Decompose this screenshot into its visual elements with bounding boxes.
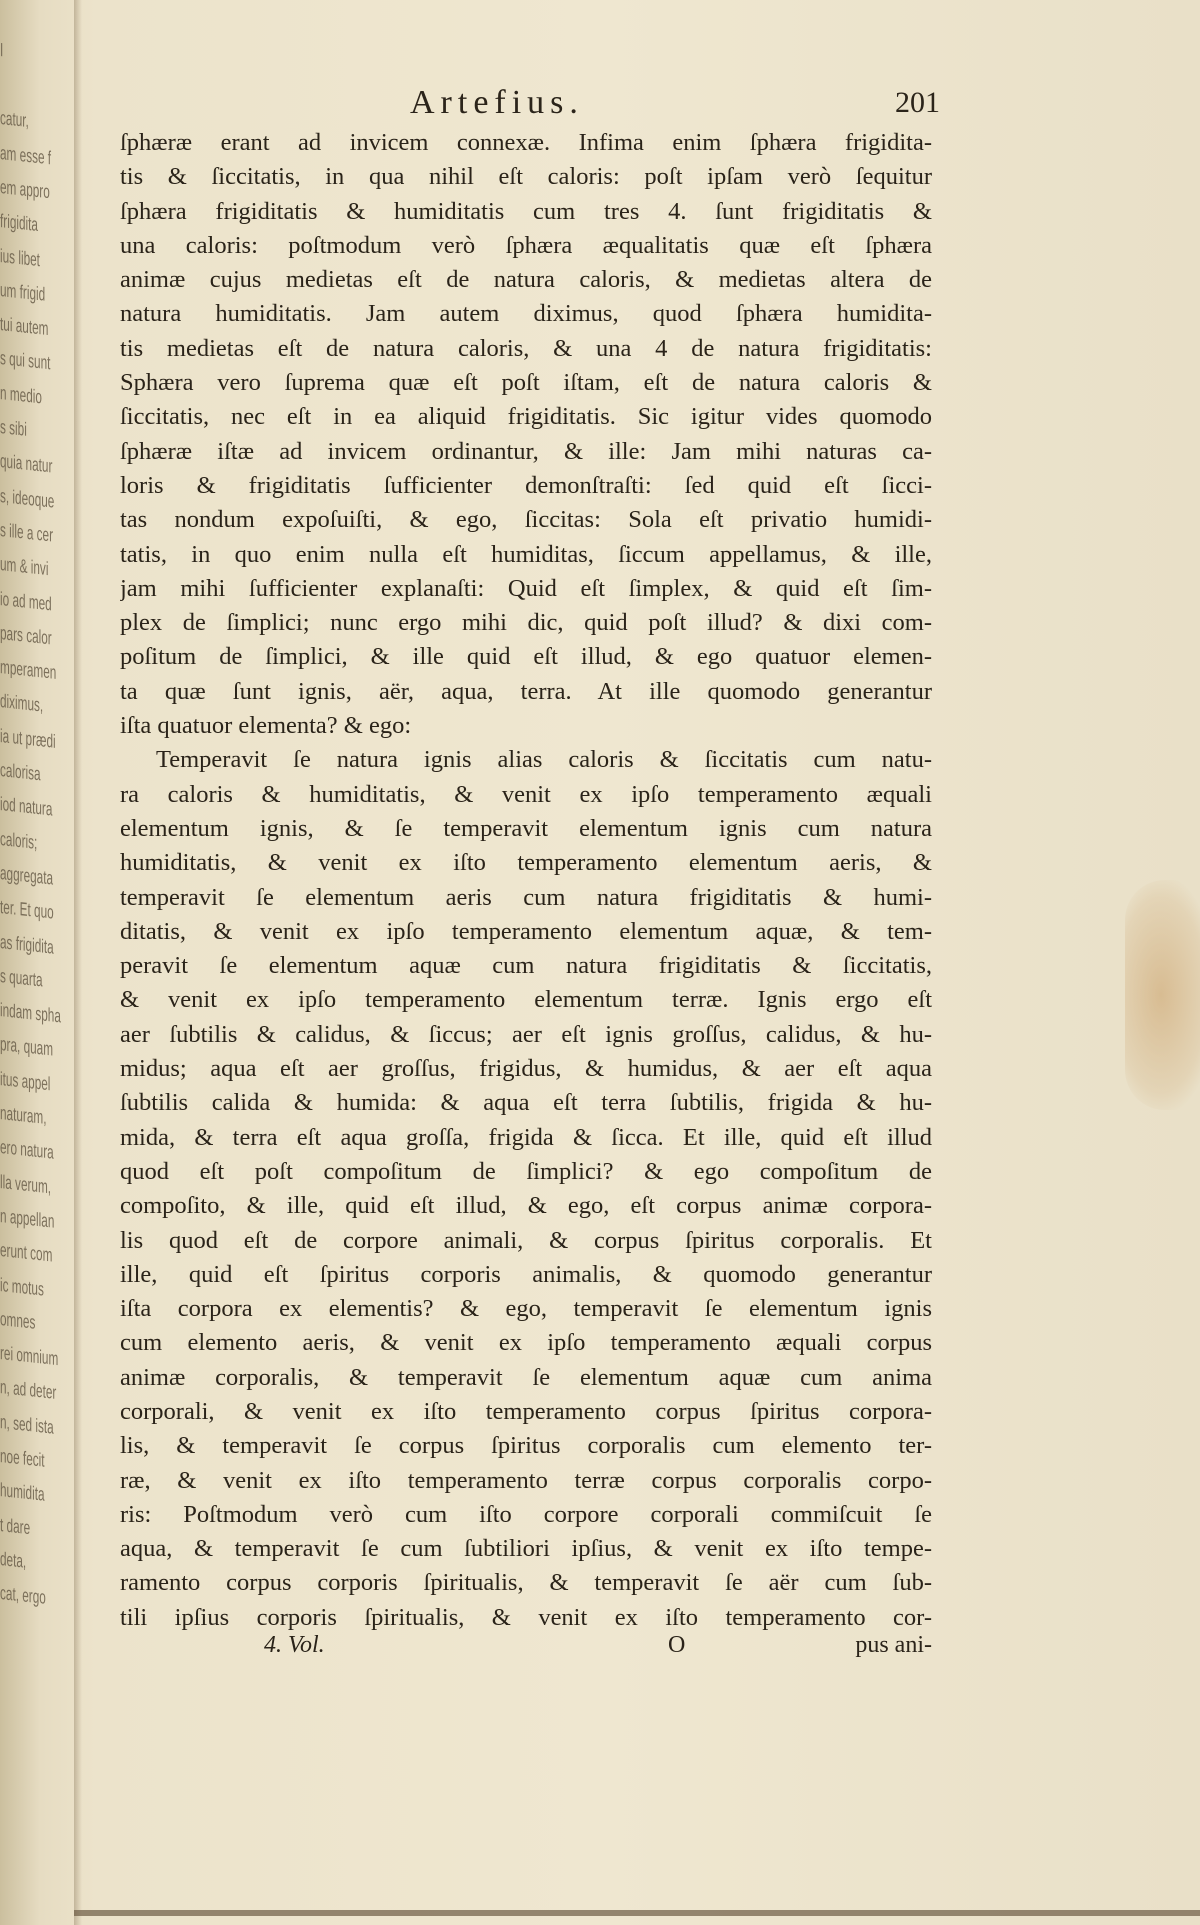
text-line: lis quod eſt de corpore animali, & corpus ſpiritus corporalis. Et bbox=[120, 1226, 932, 1254]
facing-page-fragment: ius libet bbox=[0, 245, 40, 271]
gathering-mark: O bbox=[668, 1632, 686, 1658]
text-line: ſphæræ erant ad invicem connexæ. Infima enim ſphæra frigidita- bbox=[120, 129, 932, 156]
text-line: ditatis, & venit ex ipſo temperamento elementum aquæ, & tem- bbox=[120, 917, 932, 945]
facing-page-fragment: omnes bbox=[0, 1308, 36, 1334]
facing-page-fragment: frigidita bbox=[0, 211, 38, 237]
text-line: midus; aqua eſt aer groſſus, frigidus, & humidus, & aer eſt aqua bbox=[120, 1055, 932, 1083]
text-line: quod eſt poſt compoſitum de ſimplici? & ego compoſitum de bbox=[120, 1157, 932, 1185]
facing-page-fragment: deta, bbox=[0, 1548, 27, 1573]
text-line: ille, quid eſt ſpiritus corporis animalis, & quomodo generantur bbox=[120, 1260, 932, 1288]
text-line: lis, & temperavit ſe corpus ſpiritus corporalis cum elemento ter- bbox=[120, 1432, 932, 1460]
facing-page-fragment: um frigid bbox=[0, 279, 46, 306]
facing-page-fragment: lla verum, bbox=[0, 1171, 52, 1198]
text-line: Sphæra vero ſuprema quæ eſt poſt iſtam, eſt de natura caloris & bbox=[120, 369, 932, 397]
text-line: ta quæ ſunt ignis, aër, aqua, terra. At ille quomodo generantur bbox=[120, 677, 932, 705]
text-line: aqua, & temperavit ſe cum ſubtiliori ipſius, & venit ex iſto tempe- bbox=[120, 1535, 932, 1563]
text-line: mida, & terra eſt aqua groſſa, frigida & ſicca. Et ille, quid eſt illud bbox=[120, 1123, 932, 1151]
facing-page-fragment: tui autem bbox=[0, 314, 49, 341]
facing-page-margin bbox=[0, 40, 80, 1720]
facing-page-fragment: humidita bbox=[0, 1480, 45, 1506]
text-line: Temperavit ſe natura ignis alias caloris & ſiccitatis cum natu- bbox=[156, 746, 932, 774]
facing-page-fragment: n appellan bbox=[0, 1205, 55, 1233]
text-line: temperavit ſe elementum aeris cum natura frigiditatis & humi- bbox=[120, 883, 932, 911]
facing-page-fragment: pars calor bbox=[0, 622, 52, 650]
body-text bbox=[120, 126, 932, 1635]
facing-page-fragment: ic motus bbox=[0, 1274, 44, 1301]
text-line: tas nondum expoſuiſti, & ego, ſiccitas: Sola eſt privatio humidi- bbox=[120, 506, 932, 534]
facing-page-fragment: I bbox=[0, 40, 4, 62]
facing-page-fragment: indam spha bbox=[0, 1000, 61, 1028]
text-line: ſiccitatis, nec eſt in ea aliquid frigiditatis. Sic igitur vides quomodo bbox=[120, 403, 932, 431]
text-line: tatis, in quo enim nulla eſt humiditas, ſiccum appellamus, & ille, bbox=[120, 540, 932, 568]
text-line: compoſito, & ille, quid eſt illud, & ego, eſt corpus animæ corpora- bbox=[120, 1192, 932, 1220]
text-line: iſta quatuor elementa? & ego: bbox=[120, 712, 412, 740]
text-line: ris: Poſtmodum verò cum iſto corpore corporali commiſcuit ſe bbox=[120, 1500, 932, 1528]
facing-page-fragment: cat, ergo bbox=[0, 1583, 46, 1610]
text-line: ſubtilis calida & humida: & aqua eſt terra ſubtilis, frigida & hu- bbox=[120, 1089, 932, 1117]
page-number: 201 bbox=[895, 86, 940, 119]
facing-page-fragment: um & invi bbox=[0, 554, 49, 581]
text-line: humiditatis, & venit ex iſto temperamento elementum aeris, & bbox=[120, 849, 932, 877]
facing-page-fragment: s sibi bbox=[0, 417, 27, 441]
facing-page-fragment: naturam, bbox=[0, 1103, 47, 1129]
text-line: loris & frigiditatis ſufficienter demonſtraſti: ſed quid eſt ſicci- bbox=[120, 471, 932, 499]
facing-page-fragment: s, ideoque bbox=[0, 485, 55, 513]
text-line: tili ipſius corporis ſpiritualis, & venit ex iſto temperamento cor- bbox=[120, 1603, 932, 1631]
text-line: elementum ignis, & ſe temperavit elementum ignis cum natura bbox=[120, 814, 932, 842]
page-header bbox=[120, 84, 940, 130]
text-line: poſitum de ſimplici, & ille quid eſt illud, & ego quatuor elemen- bbox=[120, 643, 932, 671]
text-line: ramento corpus corporis ſpiritualis, & temperavit ſe aër cum ſub- bbox=[120, 1569, 932, 1597]
facing-page-fragment: noe fecit bbox=[0, 1446, 45, 1472]
text-line: animæ corporalis, & temperavit ſe elementum aquæ cum anima bbox=[120, 1363, 932, 1391]
text-line: ræ, & venit ex iſto temperamento terræ corpus corporalis corpo- bbox=[120, 1466, 932, 1494]
text-line: plex de ſimplici; nunc ergo mihi dic, quid poſt illud? & dixi com- bbox=[120, 609, 932, 637]
page-footer bbox=[120, 1632, 932, 1672]
facing-page-fragment: am esse f bbox=[0, 142, 52, 169]
text-line: ra caloris & humiditatis, & venit ex ipſo temperamento æquali bbox=[120, 780, 932, 808]
signature-mark: 4. Vol. bbox=[264, 1632, 325, 1658]
facing-page-fragment: s quarta bbox=[0, 965, 43, 992]
facing-page-fragment: n, sed ista bbox=[0, 1411, 54, 1439]
text-line: una caloris: poſtmodum verò ſphæra æqualitatis quæ eſt ſphæra bbox=[120, 231, 932, 259]
text-line: cum elemento aeris, & venit ex ipſo temperamento æquali corpus bbox=[120, 1329, 932, 1357]
facing-page-fragment: n medio bbox=[0, 382, 42, 409]
facing-page-fragment: catur, bbox=[0, 108, 29, 133]
text-line: jam mihi ſufficienter explanaſti: Quid eſt ſimplex, & quid eſt ſim- bbox=[120, 574, 932, 602]
text-line: tis & ſiccitatis, in qua nihil eſt caloris: poſt ipſam verò ſequitur bbox=[120, 163, 932, 191]
facing-page-fragment: em appro bbox=[0, 176, 50, 204]
facing-page-fragment: mperamen bbox=[0, 657, 57, 685]
facing-page-fragment: quia natur bbox=[0, 451, 53, 478]
facing-page-fragment: iod natura bbox=[0, 794, 53, 821]
running-title: Artefius. bbox=[410, 84, 584, 121]
facing-page-fragment: as frigidita bbox=[0, 931, 54, 959]
facing-page-fragment: calorisa bbox=[0, 760, 41, 786]
text-line: peravit ſe elementum aquæ cum natura frigiditatis & ſiccitatis, bbox=[120, 952, 932, 980]
text-line: aer ſubtilis & calidus, & ſiccus; aer eſt ignis groſſus, calidus, & hu- bbox=[120, 1020, 932, 1048]
facing-page-fragment: pra, quam bbox=[0, 1034, 54, 1061]
facing-page-fragment: aggregata bbox=[0, 862, 54, 890]
facing-page-fragment: ter. Et quo bbox=[0, 897, 54, 924]
text-line: natura humiditatis. Jam autem diximus, quod ſphæra humidita- bbox=[120, 300, 932, 328]
facing-page-fragment: s ille a cer bbox=[0, 519, 54, 547]
text-line: ſphæra frigiditatis & humiditatis cum tres 4. ſunt frigiditatis & bbox=[120, 197, 932, 225]
facing-page-fragment: caloris; bbox=[0, 828, 38, 854]
catchword: pus ani- bbox=[855, 1632, 932, 1658]
facing-page-fragment: diximus, bbox=[0, 691, 44, 717]
paper-stain bbox=[1125, 880, 1200, 1110]
facing-page-fragment: io ad med bbox=[0, 588, 52, 615]
text-line: tis medietas eſt de natura caloris, & una 4 de natura frigiditatis: bbox=[120, 334, 932, 362]
facing-page-fragment: itus appel bbox=[0, 1068, 51, 1095]
facing-page-fragment: rei omnium bbox=[0, 1343, 59, 1371]
facing-page-fragment: ero natura bbox=[0, 1137, 54, 1164]
text-line: corporali, & venit ex iſto temperamento corpus ſpiritus corpora- bbox=[120, 1397, 932, 1425]
facing-page-fragment: n, ad deter bbox=[0, 1377, 57, 1405]
text-line: animæ cujus medietas eſt de natura caloris, & medietas altera de bbox=[120, 266, 932, 294]
facing-page-fragment: erunt com bbox=[0, 1240, 53, 1267]
text-line: ſphæræ iſtæ ad invicem ordinantur, & ille: Jam mihi naturas ca- bbox=[120, 437, 932, 465]
facing-page-fragment: ia ut prædi bbox=[0, 725, 56, 753]
facing-page-fragment: t dare bbox=[0, 1514, 31, 1539]
facing-page-fragment: s qui sunt bbox=[0, 348, 51, 375]
text-line: iſta corpora ex elementis? & ego, temperavit ſe elementum ignis bbox=[120, 1295, 932, 1323]
page-bottom-edge bbox=[74, 1910, 1200, 1916]
text-line: & venit ex ipſo temperamento elementum terræ. Ignis ergo eſt bbox=[120, 986, 932, 1014]
